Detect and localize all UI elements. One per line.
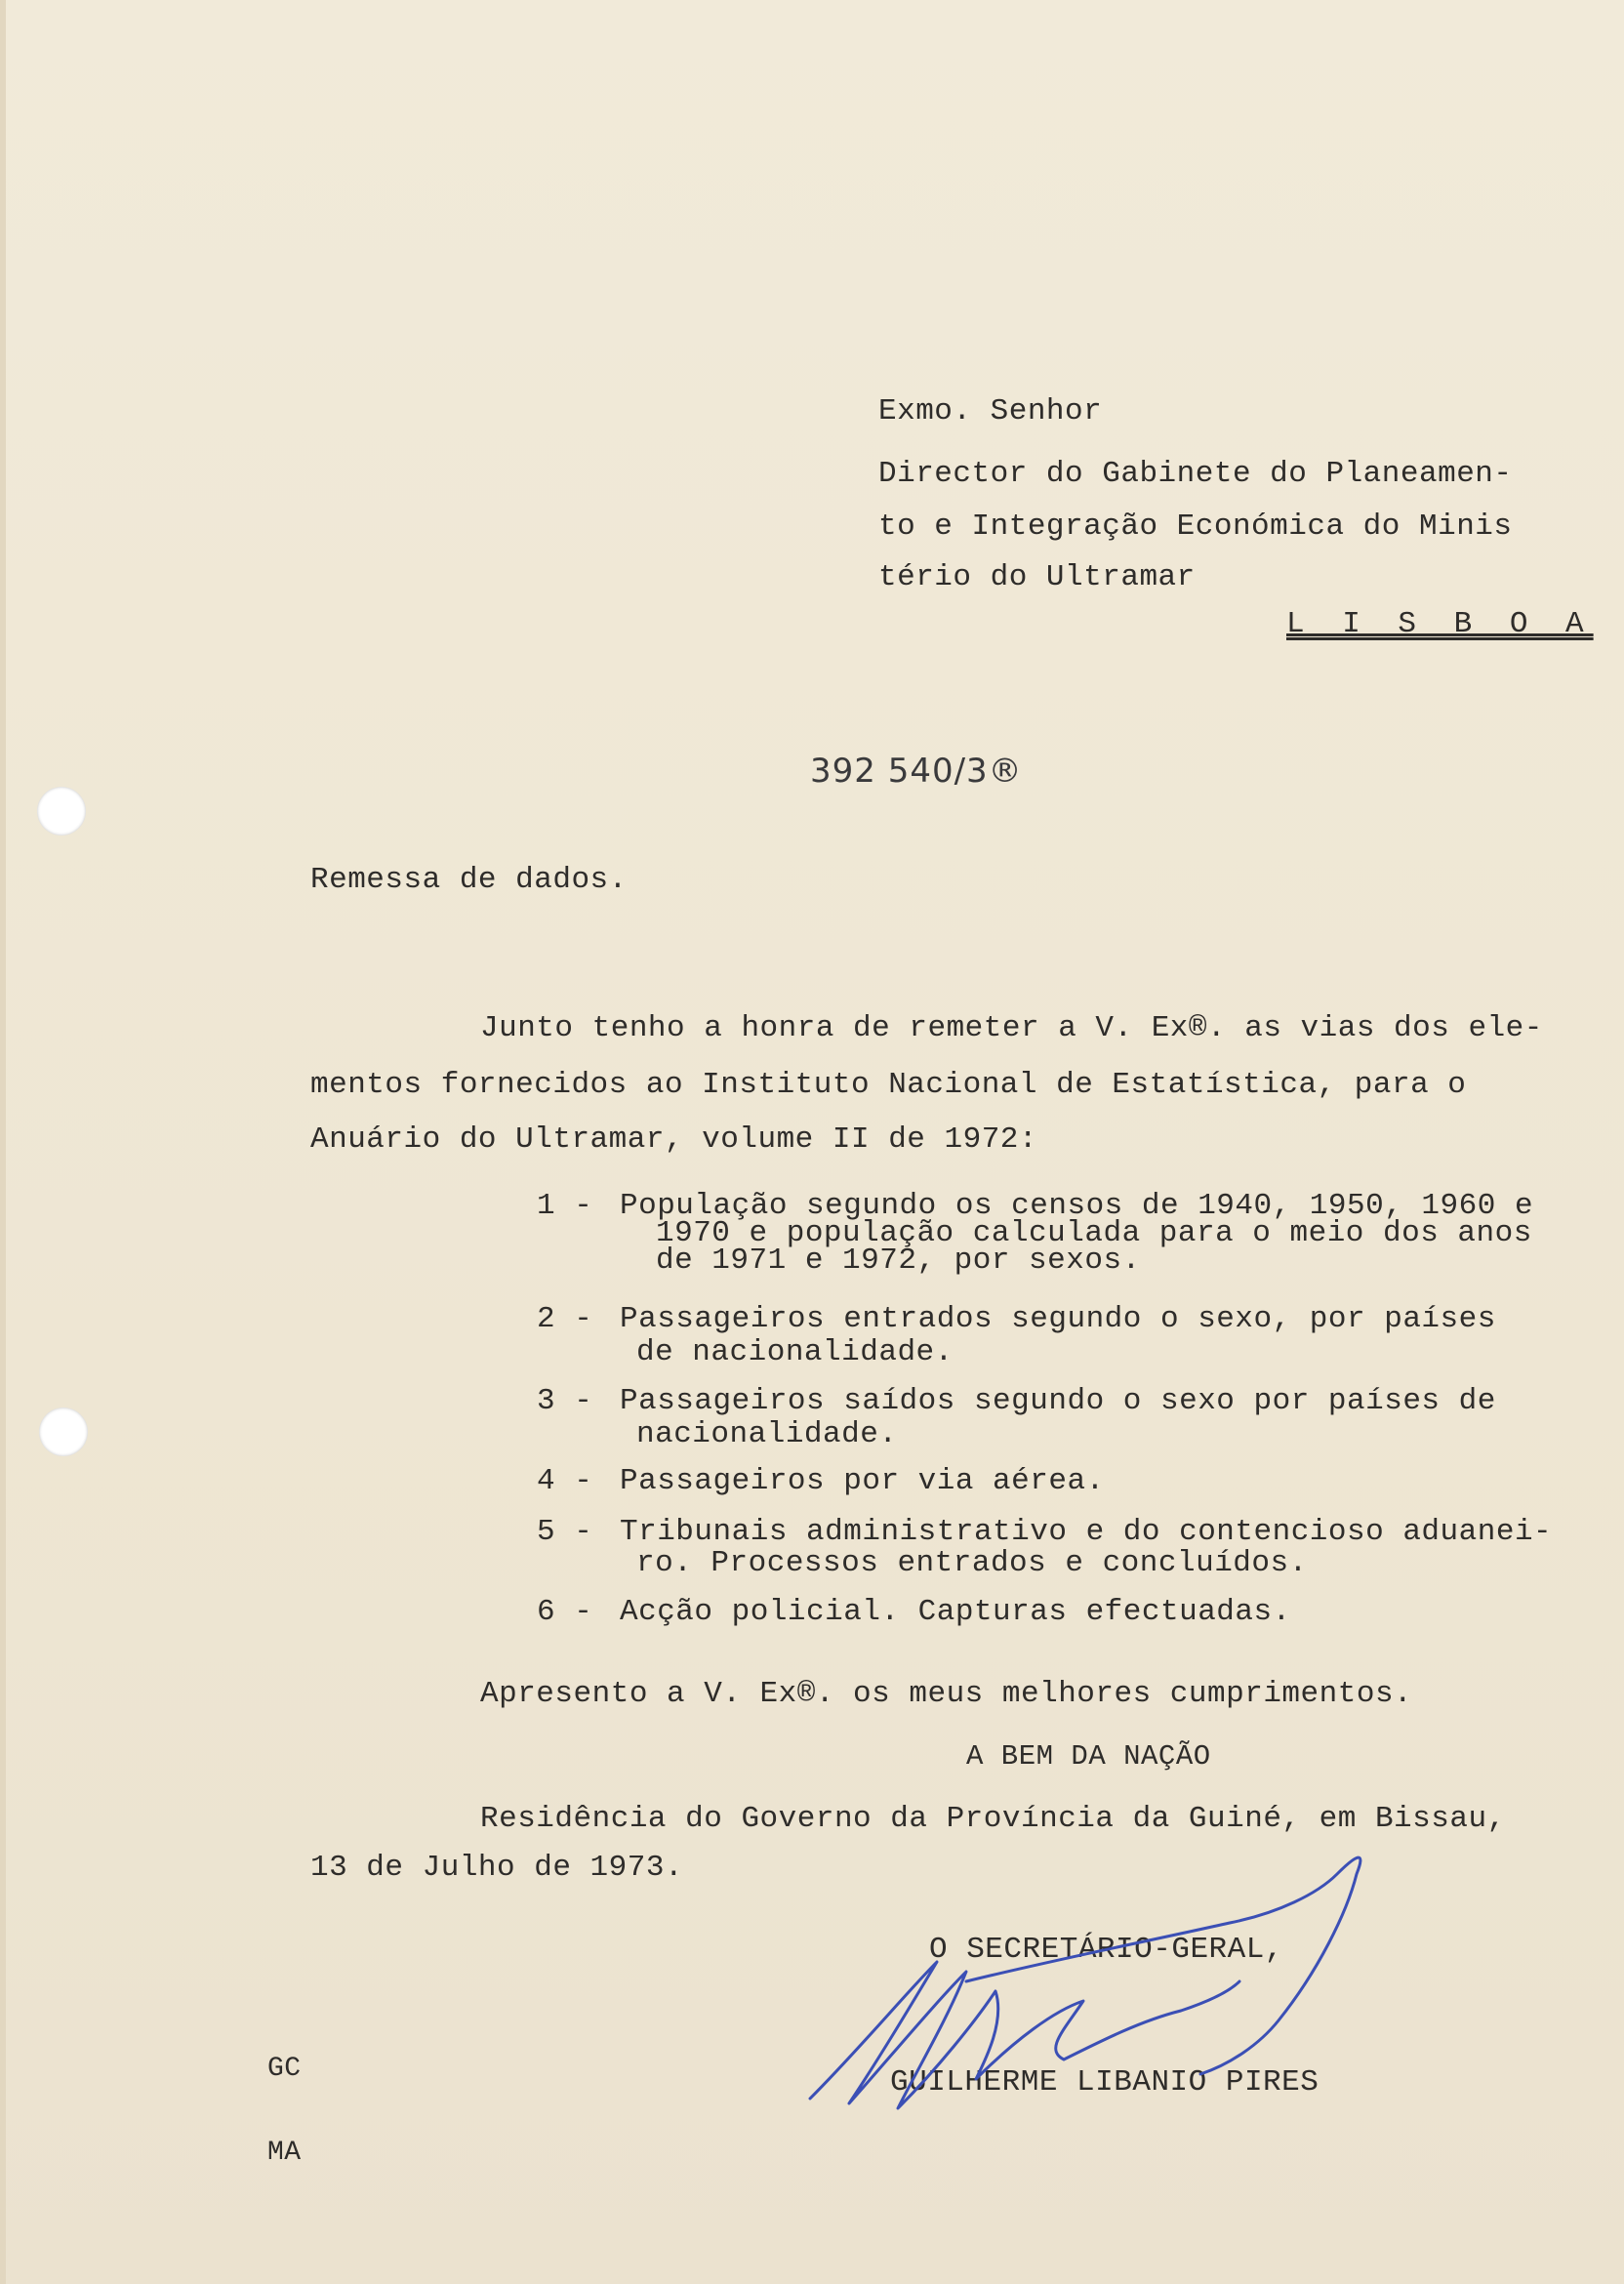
item-text-line: Passageiros saídos segundo o sexo por países de <box>620 1384 1496 1418</box>
item-text-line: nacionalidade. <box>636 1417 898 1451</box>
list-item <box>537 1593 1591 1632</box>
item-number: 5 - <box>537 1515 593 1549</box>
signatory-title: O SECRETÁRIO-GERAL, <box>929 1933 1283 1967</box>
initials-line-1: GC <box>267 2054 302 2084</box>
item-text-line: Acção policial. Capturas efectuadas. <box>620 1595 1291 1629</box>
signature <box>771 1835 1396 2147</box>
place-date-line-2: 13 de Julho de 1973. <box>310 1851 684 1885</box>
closing-line: Apresento a V. Ex®. os meus melhores cumprimentos. <box>480 1677 1413 1711</box>
recipient-line-2: to e Integração Económica do Minis <box>878 510 1513 544</box>
place-date-line-1: Residência do Governo da Província da Guiné, em Bissau, <box>480 1802 1506 1836</box>
recipient-salutation: Exmo. Senhor <box>878 394 1103 428</box>
item-number: 2 - <box>537 1302 593 1336</box>
list-item <box>537 1513 1591 1591</box>
item-number: 4 - <box>537 1464 593 1498</box>
item-number: 6 - <box>537 1595 593 1629</box>
reference-number: 392 540/3® <box>810 752 1023 791</box>
intro-line-1: Junto tenho a honra de remeter a V. Ex®. as vias dos ele- <box>480 1011 1543 1045</box>
initials-line-2: MA <box>267 2138 302 2168</box>
item-text-line: Tribunais administrativo e do contencioso aduanei- <box>620 1515 1553 1549</box>
list-item <box>537 1462 1591 1501</box>
item-text-line: População segundo os censos de 1940, 1950, 1960 e <box>620 1189 1534 1223</box>
item-number: 3 - <box>537 1384 593 1418</box>
item-number: 1 - <box>537 1189 593 1223</box>
list-item <box>537 1187 1591 1304</box>
item-text-line: Passageiros entrados segundo o sexo, por países <box>620 1302 1496 1336</box>
subject-line: Remessa de dados. <box>310 863 628 897</box>
recipient-city: L I S B O A <box>1286 607 1594 641</box>
signatory-name: GUILHERME LIBANIO PIRES <box>890 2065 1320 2100</box>
motto: A BEM DA NAÇÃO <box>966 1740 1211 1773</box>
item-text-line: de nacionalidade. <box>636 1335 954 1369</box>
signature-stroke <box>810 1857 1360 2108</box>
item-text-line: Passageiros por via aérea. <box>620 1464 1105 1498</box>
intro-line-2: mentos fornecidos ao Instituto Nacional de Estatística, para o <box>310 1068 1467 1102</box>
list-item <box>537 1300 1591 1378</box>
item-text-line: 1970 e população calculada para o meio dos anos <box>656 1216 1532 1250</box>
paper-edge <box>0 0 6 2284</box>
intro-line-3: Anuário do Ultramar, volume II de 1972: <box>310 1122 1038 1157</box>
item-text-line: de 1971 e 1972, por sexos. <box>656 1244 1141 1278</box>
item-text-line: ro. Processos entrados e concluídos. <box>636 1546 1308 1580</box>
list-item <box>537 1382 1591 1460</box>
punch-hole-bottom <box>39 1407 88 1456</box>
recipient-line-1: Director do Gabinete do Planeamen- <box>878 457 1513 491</box>
recipient-line-3: tério do Ultramar <box>878 560 1196 594</box>
punch-hole-top <box>37 787 86 836</box>
